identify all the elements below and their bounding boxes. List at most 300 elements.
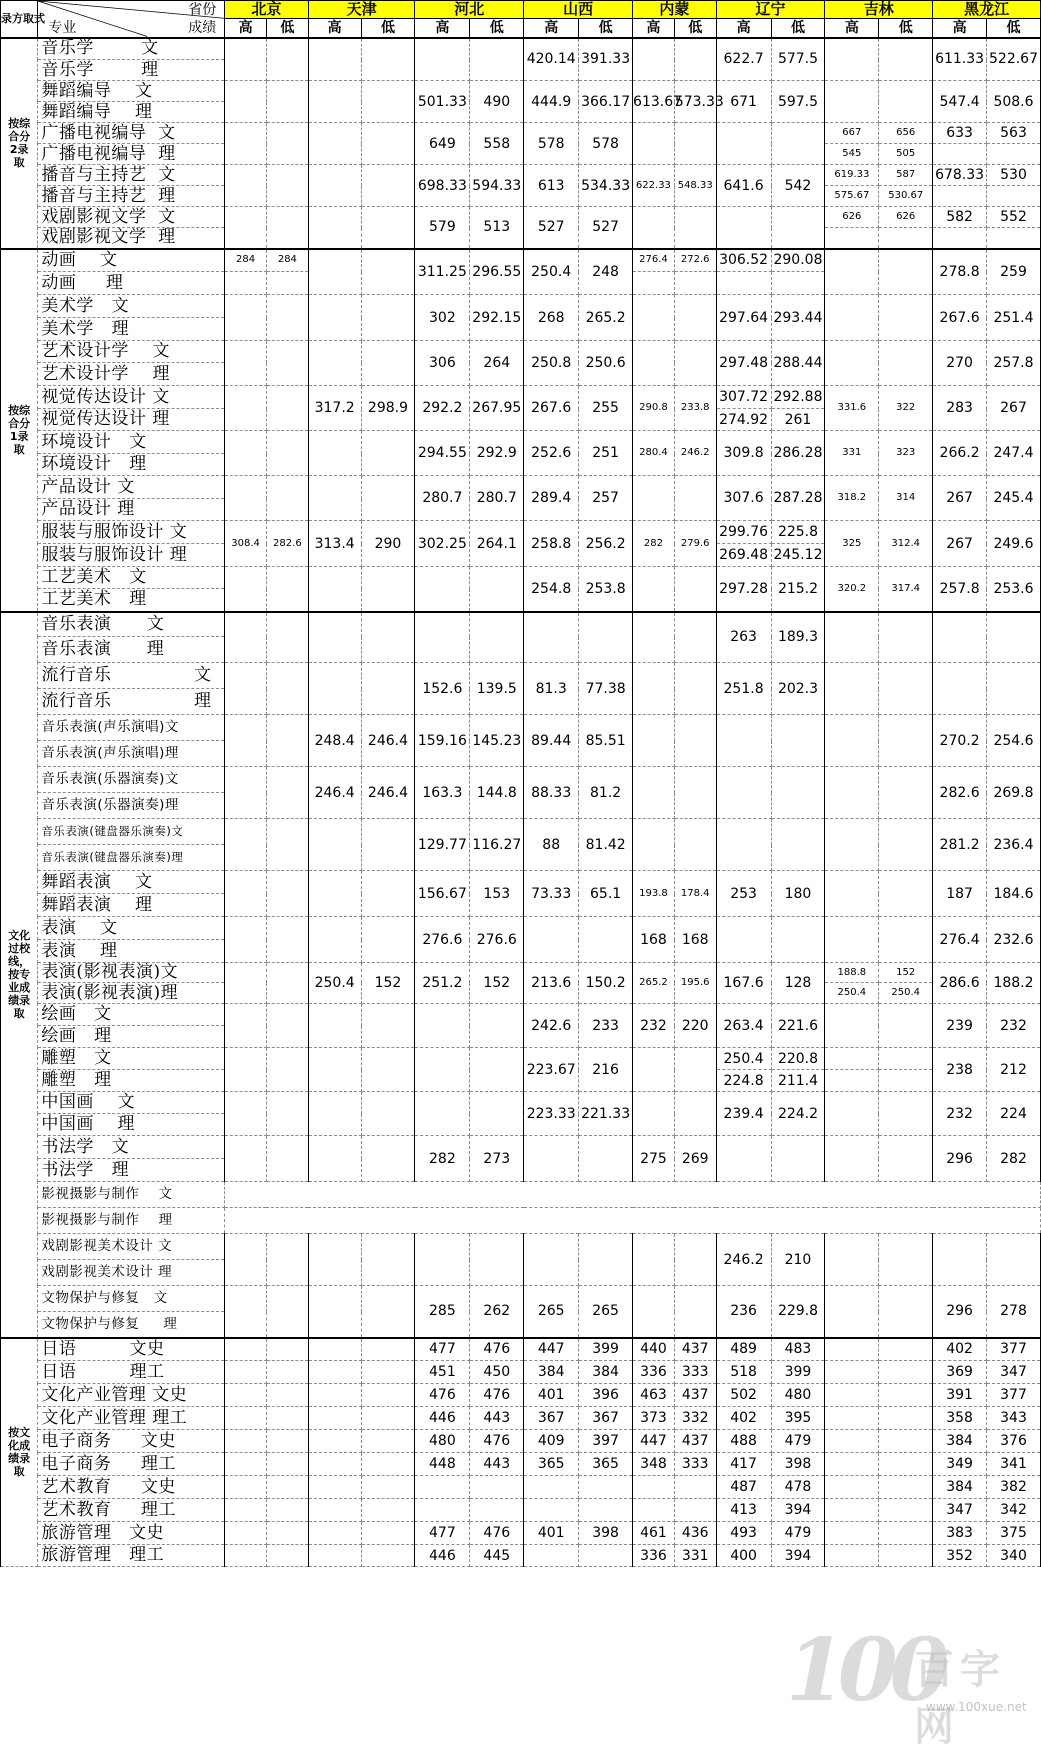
score-neimeng-low bbox=[674, 123, 716, 165]
score-liaoning-low: 225.8 bbox=[771, 521, 825, 544]
score-hebei-low: 153 bbox=[470, 871, 524, 917]
score-hebei-high bbox=[415, 1092, 470, 1136]
major-name: 视觉传达设计 文 bbox=[38, 386, 225, 409]
score-jilin-low bbox=[879, 917, 933, 963]
score-jilin-high: 667 bbox=[825, 123, 879, 144]
major-name: 戏剧影视美术设计 文 bbox=[38, 1234, 225, 1260]
score-hebei-low bbox=[470, 1476, 524, 1499]
major-name: 环境设计 文 bbox=[38, 431, 225, 454]
score-tianjin-low bbox=[361, 1384, 415, 1407]
score-hebei-low bbox=[470, 612, 524, 663]
table-row bbox=[1, 38, 1041, 60]
score-heilongjiang-low bbox=[987, 228, 1041, 249]
score-liaoning-high: 269.48 bbox=[716, 544, 771, 567]
major-name: 日语 文史 bbox=[38, 1338, 225, 1361]
score-jilin-high bbox=[825, 1476, 879, 1499]
score-jilin-low bbox=[879, 663, 933, 715]
score-beijing-low: 284 bbox=[266, 249, 308, 272]
score-heilongjiang-high bbox=[933, 144, 987, 165]
major-name: 流行音乐 理 bbox=[38, 689, 225, 715]
score-jilin-low bbox=[879, 1384, 933, 1407]
score-jilin-low bbox=[879, 1476, 933, 1499]
score-heilongjiang-low: 224 bbox=[987, 1092, 1041, 1136]
score-beijing-high bbox=[225, 207, 267, 249]
score-hebei-low: 490 bbox=[470, 81, 524, 123]
score-tianjin-high bbox=[308, 341, 361, 386]
score-jilin-high bbox=[825, 1522, 879, 1545]
score-heilongjiang-high: 384 bbox=[933, 1476, 987, 1499]
score-heilongjiang-high: 281.2 bbox=[933, 819, 987, 871]
score-tianjin-low bbox=[361, 819, 415, 871]
score-neimeng-high bbox=[633, 1234, 675, 1286]
score-neimeng-low: 333 bbox=[674, 1453, 716, 1476]
score-jilin-high bbox=[825, 249, 879, 295]
score-beijing-low bbox=[266, 715, 308, 767]
score-heilongjiang-high bbox=[933, 663, 987, 715]
low-header: 低 bbox=[674, 19, 716, 38]
score-liaoning-low: 479 bbox=[771, 1430, 825, 1453]
score-tianjin-low: 246.4 bbox=[361, 715, 415, 767]
score-hebei-high: 501.33 bbox=[415, 81, 470, 123]
score-heilongjiang-low: 563 bbox=[987, 123, 1041, 144]
score-beijing-low bbox=[266, 963, 308, 1004]
major-name: 艺术教育 文史 bbox=[38, 1476, 225, 1499]
score-jilin-high: 320.2 bbox=[825, 567, 879, 612]
admission-method-label: 文化过校线，按专业成绩录取 bbox=[1, 612, 38, 1338]
score-beijing-low bbox=[266, 917, 308, 963]
score-shanxi-low bbox=[579, 1234, 633, 1286]
score-neimeng-high bbox=[633, 38, 675, 81]
major-name: 旅游管理 理工 bbox=[38, 1545, 225, 1567]
score-tianjin-high bbox=[308, 917, 361, 963]
score-beijing-low bbox=[266, 1286, 308, 1338]
watermark-url: www.100xue.net bbox=[926, 1700, 1027, 1714]
score-neimeng-high bbox=[633, 272, 675, 295]
score-shanxi-low: 65.1 bbox=[579, 871, 633, 917]
low-header: 低 bbox=[879, 19, 933, 38]
major-name: 舞蹈编导 理 bbox=[38, 102, 225, 123]
score-jilin-low bbox=[879, 1407, 933, 1430]
score-beijing-high bbox=[225, 1476, 267, 1499]
score-heilongjiang-high: 267 bbox=[933, 476, 987, 521]
score-tianjin-low: 290 bbox=[361, 521, 415, 567]
score-beijing-high bbox=[225, 1499, 267, 1522]
score-hebei-low: 476 bbox=[470, 1338, 524, 1361]
score-jilin-high bbox=[825, 1430, 879, 1453]
score-jilin-high bbox=[825, 38, 879, 81]
score-liaoning-high: 263.4 bbox=[716, 1004, 771, 1048]
score-neimeng-low bbox=[674, 767, 716, 819]
province-beijing: 北京 bbox=[225, 1, 309, 19]
score-hebei-low: 273 bbox=[470, 1136, 524, 1182]
score-liaoning-low bbox=[771, 715, 825, 767]
score-shanxi-low: 367 bbox=[579, 1407, 633, 1430]
table-row bbox=[1, 1545, 1041, 1567]
score-hebei-low: 264.1 bbox=[470, 521, 524, 567]
major-name: 中国画 理 bbox=[38, 1114, 225, 1136]
score-hebei-high bbox=[415, 1004, 470, 1048]
score-shanxi-low: 250.6 bbox=[579, 341, 633, 386]
score-heilongjiang-low: 188.2 bbox=[987, 963, 1041, 1004]
watermark-brand: 百字网 bbox=[914, 1647, 1006, 1750]
score-neimeng-high: 275 bbox=[633, 1136, 675, 1182]
score-neimeng-low bbox=[674, 1286, 716, 1338]
score-liaoning-high: 299.76 bbox=[716, 521, 771, 544]
score-liaoning-high: 224.8 bbox=[716, 1070, 771, 1092]
score-liaoning-low bbox=[771, 207, 825, 249]
score-neimeng-high: 168 bbox=[633, 917, 675, 963]
score-heilongjiang-high: 347 bbox=[933, 1499, 987, 1522]
score-hebei-high: 282 bbox=[415, 1136, 470, 1182]
score-shanxi-high: 88.33 bbox=[524, 767, 579, 819]
score-liaoning-high: 251.8 bbox=[716, 663, 771, 715]
score-neimeng-high: 373 bbox=[633, 1407, 675, 1430]
score-beijing-low bbox=[266, 123, 308, 165]
score-liaoning-low bbox=[771, 819, 825, 871]
score-neimeng-low bbox=[674, 1092, 716, 1136]
table-row bbox=[1, 1092, 1041, 1114]
score-shanxi-low: 233 bbox=[579, 1004, 633, 1048]
score-hebei-high: 476 bbox=[415, 1384, 470, 1407]
score-heilongjiang-high: 276.4 bbox=[933, 917, 987, 963]
score-beijing-high bbox=[225, 819, 267, 871]
score-jilin-high bbox=[825, 1070, 879, 1092]
score-hebei-high: 579 bbox=[415, 207, 470, 249]
score-liaoning-low: 483 bbox=[771, 1338, 825, 1361]
score-shanxi-low: 265.2 bbox=[579, 295, 633, 341]
table-row bbox=[1, 819, 1041, 845]
score-hebei-high: 477 bbox=[415, 1522, 470, 1545]
score-shanxi-low: 391.33 bbox=[579, 38, 633, 81]
score-liaoning-low: 286.28 bbox=[771, 431, 825, 476]
score-heilongjiang-high bbox=[933, 186, 987, 207]
low-header: 低 bbox=[771, 19, 825, 38]
score-heilongjiang-low bbox=[987, 612, 1041, 663]
score-beijing-low bbox=[266, 819, 308, 871]
major-name: 戏剧影视文学 文 bbox=[38, 207, 225, 228]
score-liaoning-high: 641.6 bbox=[716, 165, 771, 207]
score-heilongjiang-low: 375 bbox=[987, 1522, 1041, 1545]
score-shanxi-low: 216 bbox=[579, 1048, 633, 1092]
major-name: 音乐表演 文 bbox=[38, 612, 225, 637]
score-shanxi-high: 367 bbox=[524, 1407, 579, 1430]
score-hebei-low: 558 bbox=[470, 123, 524, 165]
score-heilongjiang-low: 257.8 bbox=[987, 341, 1041, 386]
score-heilongjiang-low: 552 bbox=[987, 207, 1041, 228]
score-shanxi-high bbox=[524, 1545, 579, 1567]
score-jilin-low bbox=[879, 612, 933, 663]
score-shanxi-high bbox=[524, 1476, 579, 1499]
major-name: 美术学 理 bbox=[38, 318, 225, 341]
score-neimeng-low bbox=[674, 272, 716, 295]
score-hebei-low bbox=[470, 1092, 524, 1136]
score-neimeng-high bbox=[633, 123, 675, 165]
score-neimeng-high bbox=[633, 767, 675, 819]
score-jilin-low: 322 bbox=[879, 386, 933, 431]
score-shanxi-high bbox=[524, 1136, 579, 1182]
score-tianjin-high bbox=[308, 663, 361, 715]
major-name: 书法学 文 bbox=[38, 1136, 225, 1159]
score-tianjin-low bbox=[361, 81, 415, 123]
score-jilin-low bbox=[879, 715, 933, 767]
score-liaoning-low: 224.2 bbox=[771, 1092, 825, 1136]
score-jilin-high: 331 bbox=[825, 431, 879, 476]
score-liaoning-low: 399 bbox=[771, 1361, 825, 1384]
score-shanxi-high: 527 bbox=[524, 207, 579, 249]
score-tianjin-high: 248.4 bbox=[308, 715, 361, 767]
high-header: 高 bbox=[308, 19, 361, 38]
score-liaoning-low: 480 bbox=[771, 1384, 825, 1407]
score-shanxi-low: 399 bbox=[579, 1338, 633, 1361]
score-neimeng-high: 265.2 bbox=[633, 963, 675, 1004]
score-neimeng-high: 622.33 bbox=[633, 165, 675, 207]
score-tianjin-low bbox=[361, 476, 415, 521]
table-row bbox=[1, 521, 1041, 544]
major-name: 服装与服饰设计 理 bbox=[38, 544, 225, 567]
score-jilin-high bbox=[825, 1136, 879, 1182]
score-shanxi-low: 81.2 bbox=[579, 767, 633, 819]
score-hebei-low: 476 bbox=[470, 1430, 524, 1453]
score-heilongjiang-high: 402 bbox=[933, 1338, 987, 1361]
score-jilin-low: 530.67 bbox=[879, 186, 933, 207]
score-neimeng-low bbox=[674, 1048, 716, 1092]
score-jilin-high bbox=[825, 1092, 879, 1136]
score-shanxi-high: 223.33 bbox=[524, 1092, 579, 1136]
score-hebei-high bbox=[415, 1499, 470, 1522]
score-beijing-low bbox=[266, 1384, 308, 1407]
score-beijing-low bbox=[266, 431, 308, 476]
major-name: 日语 理工 bbox=[38, 1361, 225, 1384]
score-liaoning-low: 288.44 bbox=[771, 341, 825, 386]
major-name: 音乐表演(乐器演奏)理 bbox=[38, 793, 225, 819]
score-neimeng-high bbox=[633, 1092, 675, 1136]
major-name: 舞蹈表演 理 bbox=[38, 894, 225, 917]
score-hebei-low: 139.5 bbox=[470, 663, 524, 715]
table-row bbox=[1, 1407, 1041, 1430]
score-jilin-high: 545 bbox=[825, 144, 879, 165]
score-shanxi-low: 253.8 bbox=[579, 567, 633, 612]
score-neimeng-high bbox=[633, 612, 675, 663]
score-tianjin-high bbox=[308, 871, 361, 917]
admission-method-label: 按文化成绩录取 bbox=[1, 1338, 38, 1567]
score-liaoning-high: 489 bbox=[716, 1338, 771, 1361]
score-liaoning-high: 622.7 bbox=[716, 38, 771, 81]
score-tianjin-high bbox=[308, 567, 361, 612]
score-tianjin-low bbox=[361, 1234, 415, 1286]
major-name: 影视摄影与制作 理 bbox=[38, 1208, 225, 1234]
table-row bbox=[1, 1384, 1041, 1407]
score-tianjin-low bbox=[361, 1048, 415, 1092]
score-neimeng-low bbox=[674, 1499, 716, 1522]
score-tianjin-low bbox=[361, 1499, 415, 1522]
score-beijing-high bbox=[225, 1407, 267, 1430]
score-jilin-high bbox=[825, 1361, 879, 1384]
score-neimeng-low: 437 bbox=[674, 1384, 716, 1407]
score-heilongjiang-high: 266.2 bbox=[933, 431, 987, 476]
score-liaoning-high: 250.4 bbox=[716, 1048, 771, 1070]
score-hebei-high: 163.3 bbox=[415, 767, 470, 819]
score-hebei-low: 116.27 bbox=[470, 819, 524, 871]
score-beijing-low bbox=[266, 1476, 308, 1499]
score-beijing-low bbox=[266, 1136, 308, 1182]
score-beijing-high bbox=[225, 165, 267, 207]
score-heilongjiang-high: 278.8 bbox=[933, 249, 987, 295]
province-tianjin: 天津 bbox=[308, 1, 415, 19]
table-row bbox=[1, 1476, 1041, 1499]
score-heilongjiang-high: 611.33 bbox=[933, 38, 987, 81]
score-tianjin-high bbox=[308, 123, 361, 165]
score-jilin-high bbox=[825, 1286, 879, 1338]
table-row bbox=[1, 207, 1041, 228]
score-shanxi-high bbox=[524, 1234, 579, 1286]
major-name: 电子商务 文史 bbox=[38, 1430, 225, 1453]
score-jilin-low bbox=[879, 228, 933, 249]
score-jilin-low bbox=[879, 819, 933, 871]
score-liaoning-high bbox=[716, 715, 771, 767]
major-name: 绘画 文 bbox=[38, 1004, 225, 1026]
score-jilin-low bbox=[879, 341, 933, 386]
score-liaoning-high bbox=[716, 272, 771, 295]
score-heilongjiang-high: 349 bbox=[933, 1453, 987, 1476]
score-heilongjiang-low: 530 bbox=[987, 165, 1041, 186]
major-name: 舞蹈编导 文 bbox=[38, 81, 225, 102]
score-beijing-high bbox=[225, 386, 267, 431]
province-shanxi: 山西 bbox=[524, 1, 633, 19]
score-jilin-high bbox=[825, 767, 879, 819]
score-shanxi-low bbox=[579, 1499, 633, 1522]
score-beijing-high bbox=[225, 81, 267, 123]
score-heilongjiang-high: 547.4 bbox=[933, 81, 987, 123]
score-tianjin-low: 298.9 bbox=[361, 386, 415, 431]
score-beijing-low bbox=[266, 341, 308, 386]
score-tianjin-high bbox=[308, 1545, 361, 1567]
score-jilin-high bbox=[825, 1545, 879, 1567]
table-row bbox=[1, 1453, 1041, 1476]
score-beijing-low: 282.6 bbox=[266, 521, 308, 567]
score-shanxi-low: 365 bbox=[579, 1453, 633, 1476]
score-shanxi-high: 252.6 bbox=[524, 431, 579, 476]
score-heilongjiang-low bbox=[987, 144, 1041, 165]
score-shanxi-high bbox=[524, 917, 579, 963]
score-heilongjiang-high: 267.6 bbox=[933, 295, 987, 341]
table-row bbox=[1, 767, 1041, 793]
score-heilongjiang-low: 184.6 bbox=[987, 871, 1041, 917]
score-neimeng-high: 613.67 bbox=[633, 81, 675, 123]
score-tianjin-high bbox=[308, 1048, 361, 1092]
score-liaoning-low: 290.08 bbox=[771, 249, 825, 272]
table-row bbox=[1, 1136, 1041, 1159]
score-beijing-high bbox=[225, 1092, 267, 1136]
score-neimeng-high: 280.4 bbox=[633, 431, 675, 476]
score-neimeng-high: 282 bbox=[633, 521, 675, 567]
score-neimeng-low bbox=[674, 567, 716, 612]
score-jilin-high bbox=[825, 1407, 879, 1430]
score-heilongjiang-high: 283 bbox=[933, 386, 987, 431]
score-shanxi-high: 265 bbox=[524, 1286, 579, 1338]
score-tianjin-low bbox=[361, 1338, 415, 1361]
score-tianjin-low bbox=[361, 663, 415, 715]
major-name: 音乐表演 理 bbox=[38, 637, 225, 663]
score-jilin-high bbox=[825, 341, 879, 386]
score-hebei-high bbox=[415, 1234, 470, 1286]
score-liaoning-low: 220.8 bbox=[771, 1048, 825, 1070]
admission-method-header: 录方取式 bbox=[1, 1, 38, 38]
score-jilin-high bbox=[825, 1234, 879, 1286]
score-jilin-high bbox=[825, 612, 879, 663]
score-tianjin-low bbox=[361, 165, 415, 207]
score-shanxi-high: 88 bbox=[524, 819, 579, 871]
score-hebei-high: 129.77 bbox=[415, 819, 470, 871]
table-row bbox=[1, 1234, 1041, 1260]
score-shanxi-low: 384 bbox=[579, 1361, 633, 1384]
score-neimeng-high bbox=[633, 715, 675, 767]
score-heilongjiang-low: 269.8 bbox=[987, 767, 1041, 819]
score-jilin-high: 250.4 bbox=[825, 983, 879, 1004]
score-shanxi-high: 81.3 bbox=[524, 663, 579, 715]
score-hebei-high: 285 bbox=[415, 1286, 470, 1338]
score-heilongjiang-low: 245.4 bbox=[987, 476, 1041, 521]
major-name: 流行音乐 文 bbox=[38, 663, 225, 689]
major-name: 艺术教育 理工 bbox=[38, 1499, 225, 1522]
corner-province-label: 省份 bbox=[188, 2, 217, 18]
score-hebei-low: 262 bbox=[470, 1286, 524, 1338]
score-beijing-high bbox=[225, 1384, 267, 1407]
score-neimeng-low: 168 bbox=[674, 917, 716, 963]
score-liaoning-low: 180 bbox=[771, 871, 825, 917]
score-beijing-high bbox=[225, 663, 267, 715]
score-heilongjiang-low: 382 bbox=[987, 1476, 1041, 1499]
score-beijing-high bbox=[225, 1453, 267, 1476]
score-hebei-low: 513 bbox=[470, 207, 524, 249]
score-shanxi-high: 268 bbox=[524, 295, 579, 341]
score-neimeng-high: 336 bbox=[633, 1545, 675, 1567]
score-tianjin-high bbox=[308, 295, 361, 341]
score-tianjin-low bbox=[361, 1453, 415, 1476]
score-tianjin-high bbox=[308, 612, 361, 663]
score-hebei-high: 649 bbox=[415, 123, 470, 165]
score-liaoning-high: 297.64 bbox=[716, 295, 771, 341]
score-jilin-high: 318.2 bbox=[825, 476, 879, 521]
score-hebei-low bbox=[470, 1004, 524, 1048]
score-beijing-high bbox=[225, 1286, 267, 1338]
score-heilongjiang-low: 377 bbox=[987, 1384, 1041, 1407]
score-liaoning-low: 597.5 bbox=[771, 81, 825, 123]
score-liaoning-low: 479 bbox=[771, 1522, 825, 1545]
score-heilongjiang-low: 342 bbox=[987, 1499, 1041, 1522]
score-beijing-low bbox=[266, 1338, 308, 1361]
table-row bbox=[1, 663, 1041, 689]
score-liaoning-low: 215.2 bbox=[771, 567, 825, 612]
score-jilin-high bbox=[825, 663, 879, 715]
score-shanxi-low: 366.17 bbox=[579, 81, 633, 123]
score-beijing-high bbox=[225, 963, 267, 1004]
score-jilin-high bbox=[825, 715, 879, 767]
score-liaoning-high bbox=[716, 1136, 771, 1182]
score-heilongjiang-high: 267 bbox=[933, 521, 987, 567]
score-liaoning-high: 518 bbox=[716, 1361, 771, 1384]
score-tianjin-high: 317.2 bbox=[308, 386, 361, 431]
score-liaoning-low: 394 bbox=[771, 1499, 825, 1522]
major-name: 播音与主持艺 文 bbox=[38, 165, 225, 186]
score-shanxi-high: 250.4 bbox=[524, 249, 579, 295]
score-shanxi-high: 365 bbox=[524, 1453, 579, 1476]
score-heilongjiang-low: 267 bbox=[987, 386, 1041, 431]
score-heilongjiang-high: 384 bbox=[933, 1430, 987, 1453]
score-hebei-low: 264 bbox=[470, 341, 524, 386]
score-neimeng-high bbox=[633, 819, 675, 871]
score-hebei-high: 292.2 bbox=[415, 386, 470, 431]
score-hebei-high: 698.33 bbox=[415, 165, 470, 207]
